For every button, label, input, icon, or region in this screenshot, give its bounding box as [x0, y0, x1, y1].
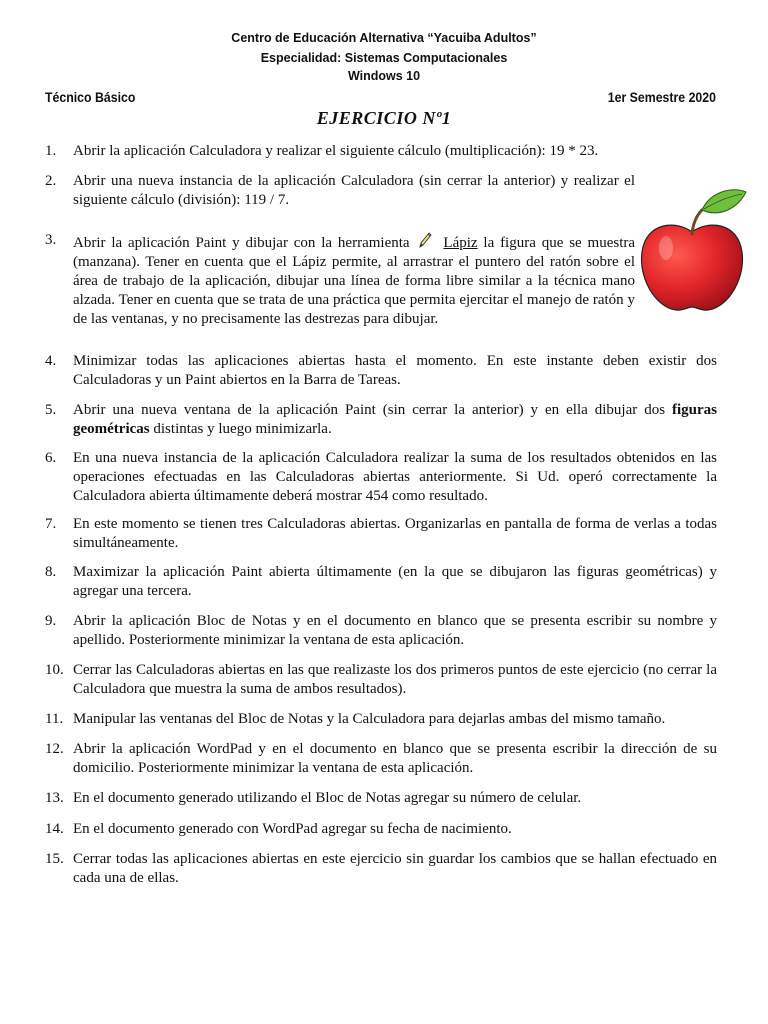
item-text-part: Abrir la aplicación Paint y dibujar con la herramienta [73, 235, 410, 251]
item-text: Abrir la aplicación Bloc de Notas y en el documento en blanco que se presenta escribir su nombre y apellido. Posteriormente minimizar la ventana de esta aplicación. [73, 613, 717, 648]
pencil-icon [417, 231, 433, 249]
item-number: 5. [45, 402, 57, 418]
list-item [45, 740, 717, 778]
exercise-title: EJERCICIO Nº1 [316, 108, 452, 128]
item-number: 13. [45, 790, 64, 806]
item-text: En el documento generado utilizando el Bloc de Notas agregar su número de celular. [73, 790, 582, 806]
item-number: 9. [45, 613, 57, 629]
pencil-tool-label: Lápiz [443, 235, 478, 251]
item-number: 14. [45, 821, 64, 837]
list-item [45, 449, 717, 506]
item-text-part: distintas y luego minimizarla. [153, 421, 332, 437]
item-text: Abrir la aplicación Calculadora y realizar el siguiente cálculo (multiplicación): 19 * 23. [73, 143, 599, 159]
item-text-part: la figura que se muestra (manzana). Tener en cuenta que el Lápiz permite, al arrastrar el puntero del ratón sobre el área de trabajo de la aplicación, dibujar una línea de forma libre similar a la técnica mano alzada. Tener en cuenta que se trata de una práctica que permita ejercitar el manejo de ratón y de las ventanas, y no precisamente las destrezas para dibujar. [73, 235, 636, 327]
item-number: 2. [45, 173, 57, 189]
item-number: 4. [45, 353, 57, 369]
item-text: Manipular las ventanas del Bloc de Notas y la Calculadora para dejarlas ambas del mismo tamaño. [73, 711, 666, 727]
item-text: Cerrar todas las aplicaciones abiertas en este ejercicio sin guardar los cambios que se hallan efectuado en cada una de ellas. [73, 851, 717, 886]
item-number: 6. [45, 450, 57, 466]
list-item [45, 789, 717, 808]
item-bold-text: figuras geométricas [73, 402, 718, 437]
item-number: 3. [45, 232, 57, 248]
item-text: En una nueva instancia de la aplicación Calculadora realizar la suma de los resultados obtenidos en las operaciones efectuadas en las Calculadoras abiertas anteriormente. Si Ud. operó correctamente la Calculadora abierta últimamente deberá mostrar 454 como resultado. [73, 450, 717, 504]
list-item [45, 515, 717, 553]
item-text: Abrir la aplicación WordPad y en el documento en blanco que se presenta escribir la dirección de su domicilio. Posteriormente minimizar la ventana de esta aplicación. [73, 741, 717, 776]
semester-label: 1er Semestre 2020 [607, 89, 716, 105]
item-number: 15. [45, 851, 64, 867]
item-text: En el documento generado con WordPad agregar su fecha de nacimiento. [73, 821, 512, 837]
list-item [45, 142, 717, 161]
item-text: Minimizar todas las aplicaciones abiertas hasta el momento. En este instante deben existir dos Calculadoras y un Paint abiertos en la Barra de Tareas. [73, 353, 717, 388]
item-number: 1. [45, 143, 57, 159]
item-number: 7. [45, 516, 57, 532]
list-item [45, 710, 717, 729]
item-text [73, 231, 635, 329]
item-text: En este momento se tienen tres Calculadoras abiertas. Organizarlas en pantalla de forma de verlas a todas simultáneamente. [73, 516, 717, 551]
item-text: Abrir una nueva instancia de la aplicación Calculadora (sin cerrar la anterior) y realizar el siguiente cálculo (división): 119 / 7. [73, 173, 635, 208]
course-level: Técnico Básico [45, 89, 136, 105]
list-item [45, 820, 717, 839]
list-item [45, 401, 717, 439]
os-line: Windows 10 [347, 69, 421, 83]
item-number: 11. [45, 711, 64, 727]
list-item [45, 352, 717, 390]
list-item [45, 612, 717, 650]
item-number: 10. [45, 662, 64, 678]
item-text-part: Abrir una nueva ventana de la aplicación Paint (sin cerrar la anterior) y en ella dibujar dos [73, 402, 666, 418]
item-text: Cerrar las Calculadoras abiertas en las que realizaste los dos primeros puntos de este ejercicio (no cerrar la Calculadora que muestra la suma de ambos resultados). [73, 662, 717, 697]
list-item [45, 172, 635, 210]
item-text [73, 401, 717, 439]
list-item [45, 850, 717, 888]
list-item [45, 661, 717, 699]
institution-name: Centro de Educación Alternativa “Yacuiba Adultos” [231, 31, 537, 45]
apple-icon [636, 186, 748, 316]
list-item [45, 231, 635, 329]
item-number: 12. [45, 741, 64, 757]
list-item [45, 563, 717, 601]
item-number: 8. [45, 564, 57, 580]
item-text: Maximizar la aplicación Paint abierta últimamente (en la que se dibujaron las figuras geométricas) y agregar una tercera. [73, 564, 717, 599]
specialty-line: Especialidad: Sistemas Computacionales [260, 51, 508, 65]
